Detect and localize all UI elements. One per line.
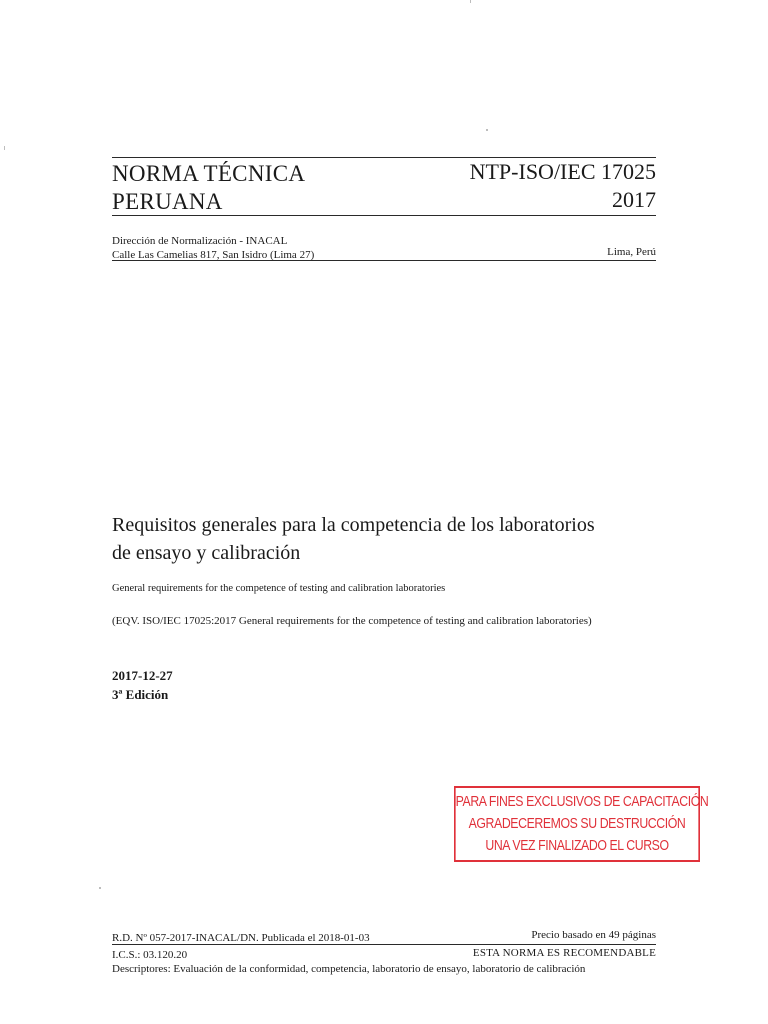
document-title-line1: Requisitos generales para la competencia de los laboratorios: [112, 514, 595, 536]
publisher-name: Dirección de Normalización - INACAL: [112, 235, 288, 247]
publisher-city: Lima, Perú: [607, 246, 656, 258]
recommendation-status: ESTA NORMA ES RECOMENDABLE: [472, 947, 656, 959]
stamp-line2: AGRADECEREMOS SU DESTRUCCIÓN: [468, 815, 686, 832]
ics-code: I.C.S.: 03.120.20: [112, 949, 188, 961]
english-title: General requirements for the competence of testing and calibration laboratories: [112, 583, 446, 594]
scan-speck: [470, 0, 471, 3]
document-title: [112, 511, 672, 567]
approval-date: 2017-12-27: [112, 668, 173, 683]
address-rule: [112, 260, 656, 261]
training-stamp: [454, 786, 709, 862]
stamp-line3: UNA VEZ FINALIZADO EL CURSO: [485, 837, 669, 854]
scan-speck: [486, 129, 488, 131]
norm-type-line1: NORMA TÉCNICA: [112, 161, 306, 186]
norm-code-heading: [470, 158, 656, 214]
equivalence-note: (EQV. ISO/IEC 17025:2017 General requirements for the competence of testing and calibration laboratories): [112, 615, 592, 627]
norm-type-heading: [112, 160, 305, 216]
header-bottom-rule: [112, 215, 656, 216]
publisher-street: Calle Las Camelias 817, San Isidro (Lima 27): [112, 249, 315, 261]
scan-speck: [4, 146, 5, 150]
scan-speck: [99, 887, 101, 889]
edition-label: 3ª Edición: [112, 687, 169, 702]
page-price: Precio basado en 49 páginas: [531, 929, 656, 941]
publisher-address: [112, 234, 314, 262]
footer-rule: [112, 944, 656, 945]
resolution-reference: R.D. Nº 057-2017-INACAL/DN. Publicada el 2018-01-03: [112, 932, 370, 944]
norm-type-line2: PERUANA: [112, 189, 223, 214]
descriptors: Descriptores: Evaluación de la conformidad, competencia, laboratorio de ensayo, laboratorio de calibración: [112, 963, 586, 975]
stamp-line1: PARA FINES EXCLUSIVOS DE CAPACITACIÓN: [455, 793, 709, 810]
document-title-line2: de ensayo y calibración: [112, 542, 301, 564]
norm-year: 2017: [612, 187, 656, 212]
norm-code: NTP-ISO/IEC 17025: [469, 159, 656, 184]
